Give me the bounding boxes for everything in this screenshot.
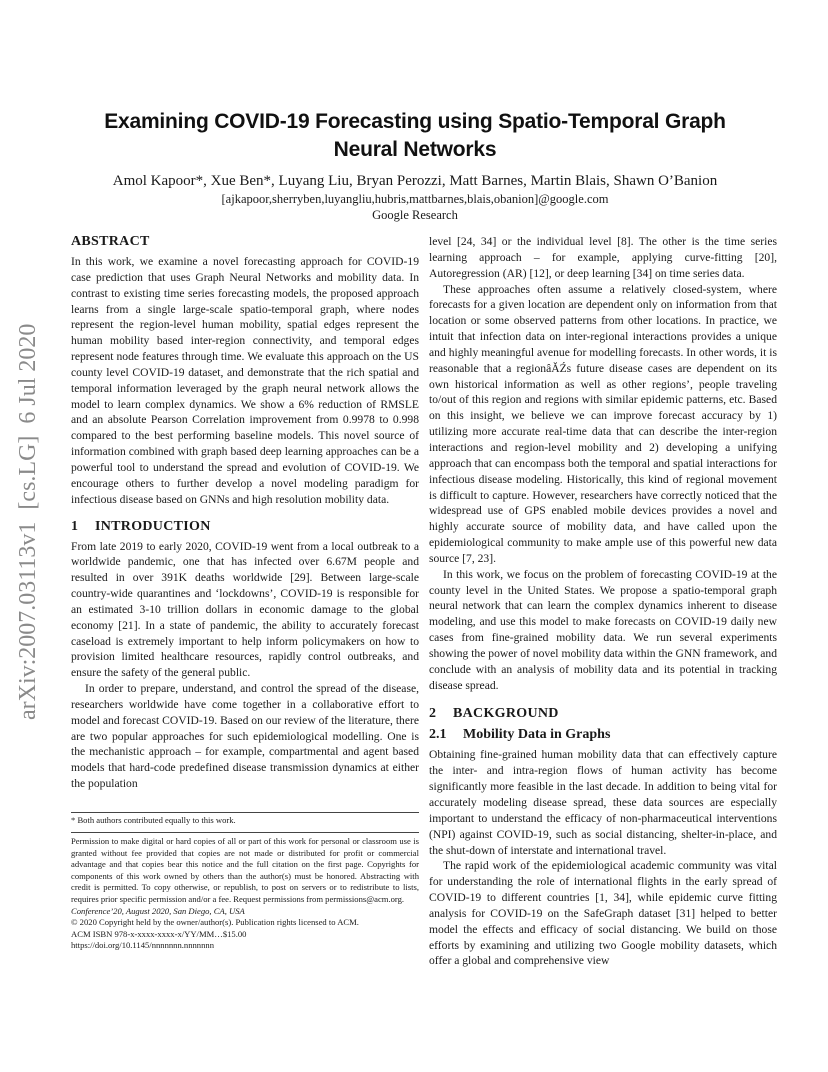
intro-paragraph-2-continued: level [24, 34] or the individual level [8]. The other is the time series learning approach – for example, applying curve-fitting [20], Autoregression (AR) [12], or deep learning [34] on time series data. <box>429 235 777 280</box>
title-line-2: Neural Networks <box>333 138 497 161</box>
footnote-rule <box>71 812 419 813</box>
permission-text: Permission to make digital or hard copies of all or part of this work for personal or classroom use is granted without fee provided that copies are not made or distributed for profit or commercial advantage and that copies bear this notice and the full citation on the first page. Copyrights for components of this work owned by others than the author(s) must be honored. Abstracting with credit is permitted. To copy otherwise, or republish, to post on servers or to redistribute to lists, requires prior specific permission and/or a fee. Request permissions from permissions@acm.org. <box>71 836 419 904</box>
title-line-1: Examining COVID-19 Forecasting using Spatio-Temporal Graph <box>104 110 726 133</box>
conference-info: Conference’20, August 2020, San Diego, CA, USA <box>71 905 245 916</box>
section-heading-background <box>429 705 777 723</box>
copyright-line: © 2020 Copyright held by the owner/author(s). Publication rights licensed to ACM. <box>71 917 359 928</box>
background-paragraph-1: Obtaining fine-grained human mobility data that can effectively capture the inter- and intra-region flows of human activity has become significantly more feasible in the last decade. In addition to being vital for accurately modeling disease spread, these data sources are especially important to understand the efficacy of non-pharmaceutical interventions (NPI) against COVID-19, such as social distancing, shelter-in-place, and the shut-down of interstate and international travel. <box>429 748 777 857</box>
footnote-equal-contribution: * Both authors contributed equally to this work. <box>71 815 236 825</box>
permission-block <box>71 836 419 952</box>
doi-link[interactable]: https://doi.org/10.1145/nnnnnnn.nnnnnnn <box>71 940 214 951</box>
intro-paragraph-1: From late 2019 to early 2020, COVID-19 went from a local outbreak to a worldwide pandemic, one that has infected over 6.67M people and resulted in over 391K deaths worldwide [29]. Between large-scale country-wide quarantines and ‘lockdowns’, COVID-19 is responsible for an estimated 3-10 trillion dollars in economic damage to the global economy [21]. In a state of pandemic, the ability to accurately forecast caseload is extremely important to help inform policymakers on how to provision limited healthcare resources, rapidly control outbreaks, and ensure the safety of the general public. <box>71 539 419 680</box>
permission-rule <box>71 832 419 833</box>
left-column <box>71 233 419 792</box>
author-emails: [ajkapoor,sherryben,luyangliu,hubris,mattbarnes,blais,obanion]@google.com <box>221 192 609 206</box>
subsection-heading-mobility <box>429 726 777 744</box>
section-number: 1 <box>71 518 79 534</box>
intro-paragraph-3: These approaches often assume a relatively closed-system, where forecasts for a given location are dependent only on information from that location or some observed patterns from other locations. In practice, we intuit that infection data on inter-regional interactions provides a unique and highly meaningful avenue for modelling forecasts. In other words, it is reasonable that a regionâĂŹs future disease cases are dependent on its own historical information as well as other regions’, people traveling to/out of this region and regions with similar epidemic patterns, etc. Based on this insight, we believe we can improve forecast accuracy by 1) utilizing more accurate real-time data that can describe the inter-region interactions and region-level mobility and 2) developing a unifying approach that can encompass both the temporal and spatial interactions for infectious disease modeling. Historically, this kind of regional movement is difficult to capture. However, researchers have correctly noticed that the widespread use of GPS enabled mobile devices provides a novel and highly accurate source of mobility data, and have called upon the epidemiological community to make ample use of this powerful new data source [7, 23]. <box>429 282 777 565</box>
right-column <box>429 234 777 969</box>
abstract-text: In this work, we examine a novel forecasting approach for COVID-19 case prediction that uses Graph Neural Networks and mobility data. In contrast to existing time series forecasting models, the proposed approach learns from a single large-scale spatio-temporal graph, where nodes represent the region-level human mobility, spatial edges represent the human mobility based inter-region connectivity, and temporal edges represent node features through time. We evaluate this approach on the US county level COVID-19 dataset, and demonstrate that the rich spatial and temporal information leveraged by the graph neural network allows the model to learn complex dynamics. We show a 6% reduction of RMSLE and an absolute Pearson Correlation improvement from 0.9978 to 0.998 compared to the best performing baseline models. This novel source of information combined with graph based deep learning approaches can be a powerful tool to understand the spread and evolution of COVID-19. We encourage others to further develop a novel modeling paradigm for infectious disease based on GNNs and high resolution mobility data. <box>71 255 419 506</box>
paper-title <box>60 108 770 164</box>
abstract-heading: ABSTRACT <box>71 234 150 249</box>
subsection-number: 2.1 <box>429 727 447 743</box>
background-paragraph-2: The rapid work of the epidemiological academic community was vital for understanding the role of international flights in the early spread of COVID-19 to different countries [1, 34], while epidemic curve fitting analysis for COVID-19 on the SafeGraph dataset [31] helped to better model the effects and efficacy of social distancing. We build on those efforts by examining and utilizing two Google mobility datasets, which offer a global and comprehensive view <box>429 859 777 968</box>
arxiv-stamp: arXiv:2007.03113v1 [cs.LG] 6 Jul 2020 <box>15 323 41 720</box>
intro-paragraph-2: In order to prepare, understand, and control the spread of the disease, researchers worldwide have come together in a collaborative effort to model and forecast COVID-19. Based on our review of the literature, there are two popular approaches for such epidemiological modelling. One is the mechanistic approach – for example, compartmental and agent based models that hard-code predefined disease transmission dynamics at either the population <box>71 682 420 791</box>
section-title: INTRODUCTION <box>95 518 211 534</box>
affiliation: Google Research <box>372 208 458 222</box>
intro-paragraph-4: In this work, we focus on the problem of forecasting COVID-19 at the county level in the United States. We propose a spatio-temporal graph neural network that can learn the complex dynamics inherent to disease modeling, and use this model to make forecasts on COVID-19 daily new cases from fine-grained mobility data. We run several experiments showing the power of novel mobility data within the GNN framework, and conclude with an analysis of mobility data and its potential in tracking disease spread. <box>429 567 777 692</box>
subsection-title: Mobility Data in Graphs <box>463 727 611 743</box>
author-list: Amol Kapoor*, Xue Ben*, Luyang Liu, Bryan Perozzi, Matt Barnes, Martin Blais, Shawn O’Banion <box>112 173 718 189</box>
isbn-line: ACM ISBN 978-x-xxxx-xxxx-x/YY/MM…$15.00 <box>71 928 247 939</box>
section-title: BACKGROUND <box>453 706 559 722</box>
section-heading-introduction <box>71 518 419 536</box>
section-number: 2 <box>429 706 437 722</box>
